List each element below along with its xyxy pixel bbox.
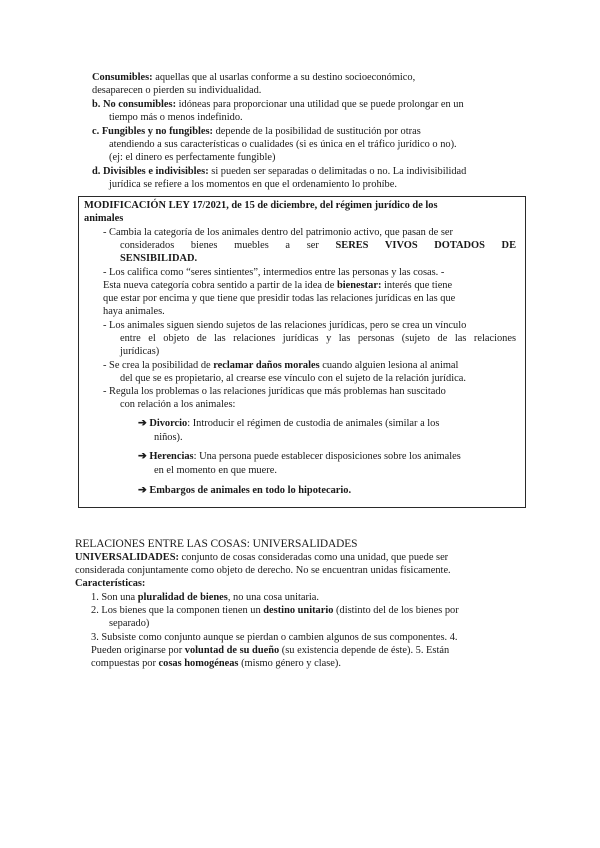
fungibles-line1: c. Fungibles y no fungibles: depende de la posibilidad de sustitución por otras bbox=[92, 126, 421, 137]
caracteristica-item-3-line1: 3. Subsiste como conjunto aunque se pierdan o cambien algunos de sus componentes. 4. bbox=[91, 632, 458, 643]
embargos-line1: ➔ Embargos de animales en todo lo hipotecario. bbox=[138, 485, 352, 496]
box-p2-line1: - Los califica como “seres sintientes”, intermedios entre las personas y las cosas. - bbox=[103, 267, 445, 278]
herencias-line1: ➔ Herencias: Una persona puede establecer disposiciones sobre los animales bbox=[138, 451, 461, 462]
divisibles-line1: d. Divisibles e indivisibles: si pueden ser separadas o delimitadas o no. La indivisibilidad bbox=[92, 166, 467, 177]
caracteristica-item-3-line3: compuestas por cosas homogéneas (mismo género y clase). bbox=[91, 658, 341, 669]
no-consumibles-line1: b. No consumibles: idóneas para proporcionar una utilidad que se puede prolongar en un bbox=[92, 99, 464, 110]
caracteristicas-heading: Características: bbox=[75, 578, 146, 589]
consumibles-line2: desaparecen o pierden su individualidad. bbox=[92, 85, 262, 96]
box-p2-line4: haya animales. bbox=[103, 306, 165, 317]
caracteristica-item-2: 2. Los bienes que la componen tienen un destino unitario (distinto del de los bienes por bbox=[91, 605, 459, 616]
box-p5-line2: con relación a los animales: bbox=[120, 399, 236, 410]
consumibles-line1: Consumibles: aquellas que al usarlas conforme a su destino socioeconómico, bbox=[92, 72, 416, 83]
seres-vivos-bold: SERES VIVOS DOTADOS DE bbox=[335, 240, 516, 251]
box-p1-line2: considerados bienes muebles a ser SERES VIVOS DOTADOS DE bbox=[120, 240, 516, 251]
box-p1-line3: SENSIBILIDAD. bbox=[120, 253, 198, 264]
box-p1-line1: - Cambia la categoría de los animales dentro del patrimonio activo, que pasan de ser bbox=[103, 227, 453, 238]
no-consumibles-line2: tiempo más o menos indefinido. bbox=[109, 112, 243, 123]
divisibles-term: Divisibles e indivisibles: bbox=[103, 166, 209, 177]
box-p3-line1: - Los animales siguen siendo sujetos de las relaciones jurídicas, pero se crea un vínculo bbox=[103, 320, 467, 331]
box-p2-line2: Esta nueva categoría cobra sentido a partir de la idea de bienestar: interés que tiene bbox=[103, 280, 453, 291]
caracteristica-item-2-line2: separado) bbox=[109, 618, 150, 629]
arrow-right-icon: ➔ bbox=[138, 418, 147, 429]
box-title-line1: MODIFICACIÓN LEY 17/2021, de 15 de diciembre, del régimen jurídico de los bbox=[84, 200, 438, 211]
bienestar-bold: bienestar: bbox=[336, 280, 382, 291]
danos-morales-bold: reclamar daños morales bbox=[213, 360, 320, 371]
fungibles-line3: (ej: el dinero es perfectamente fungible) bbox=[109, 152, 276, 163]
universalidades-def-line1: UNIVERSALIDADES: conjunto de cosas consideradas como una unidad, que puede ser bbox=[75, 552, 449, 563]
arrow-right-icon: ➔ bbox=[138, 485, 147, 496]
fungibles-line2: atendiendo a sus características o cualidades (si es única en el tráfico jurídico o no). bbox=[109, 139, 457, 150]
box-p5-line1: - Regula los problemas o las relaciones jurídicas que más problemas han suscitado bbox=[103, 386, 446, 397]
divorcio-line1: ➔ Divorcio: Introducir el régimen de custodia de animales (similar a los bbox=[138, 418, 440, 429]
universalidades-def-line2: considerada conjuntamente como objeto de derecho. No se encuentran unidas físicamente. bbox=[75, 565, 451, 576]
box-p3-line3: jurídicas) bbox=[120, 346, 160, 357]
fungibles-term: Fungibles y no fungibles: bbox=[101, 126, 213, 137]
caracteristica-item-1: 1. Son una pluralidad de bienes, no una cosa unitaria. bbox=[91, 592, 320, 603]
box-p2-line3: que estar por encima y que tiene que presidir todas las relaciones jurídicas en las que bbox=[103, 293, 456, 304]
caracteristica-item-3-line2: Pueden originarse por voluntad de su dueño (su existencia depende de éste). 5. Están bbox=[91, 645, 450, 656]
universalidades-term: UNIVERSALIDADES: bbox=[75, 552, 179, 563]
box-p4-line1: - Se crea la posibilidad de reclamar daños morales cuando alguien lesiona al animal bbox=[103, 360, 459, 371]
no-consumibles-term: No consumibles: bbox=[103, 99, 177, 110]
box-title-line2: animales bbox=[84, 213, 124, 224]
box-p4-line2: del que se es propietario, al crearse ese vínculo con el sujeto de la relación jurídica. bbox=[120, 373, 466, 384]
consumibles-term: Consumibles: bbox=[92, 72, 153, 83]
box-p3-line2: entre el objeto de las relaciones jurídicas y las personas (sujeto de las relaciones bbox=[120, 333, 516, 344]
herencias-line2: en el momento en que muere. bbox=[154, 465, 277, 476]
arrow-right-icon: ➔ bbox=[138, 451, 147, 462]
section-heading: RELACIONES ENTRE LAS COSAS: UNIVERSALIDADES bbox=[75, 538, 358, 550]
divisibles-line2: jurídica se refiere a los momentos en que el ordenamiento lo prohíbe. bbox=[109, 179, 397, 190]
divorcio-line2: niños). bbox=[154, 432, 183, 443]
